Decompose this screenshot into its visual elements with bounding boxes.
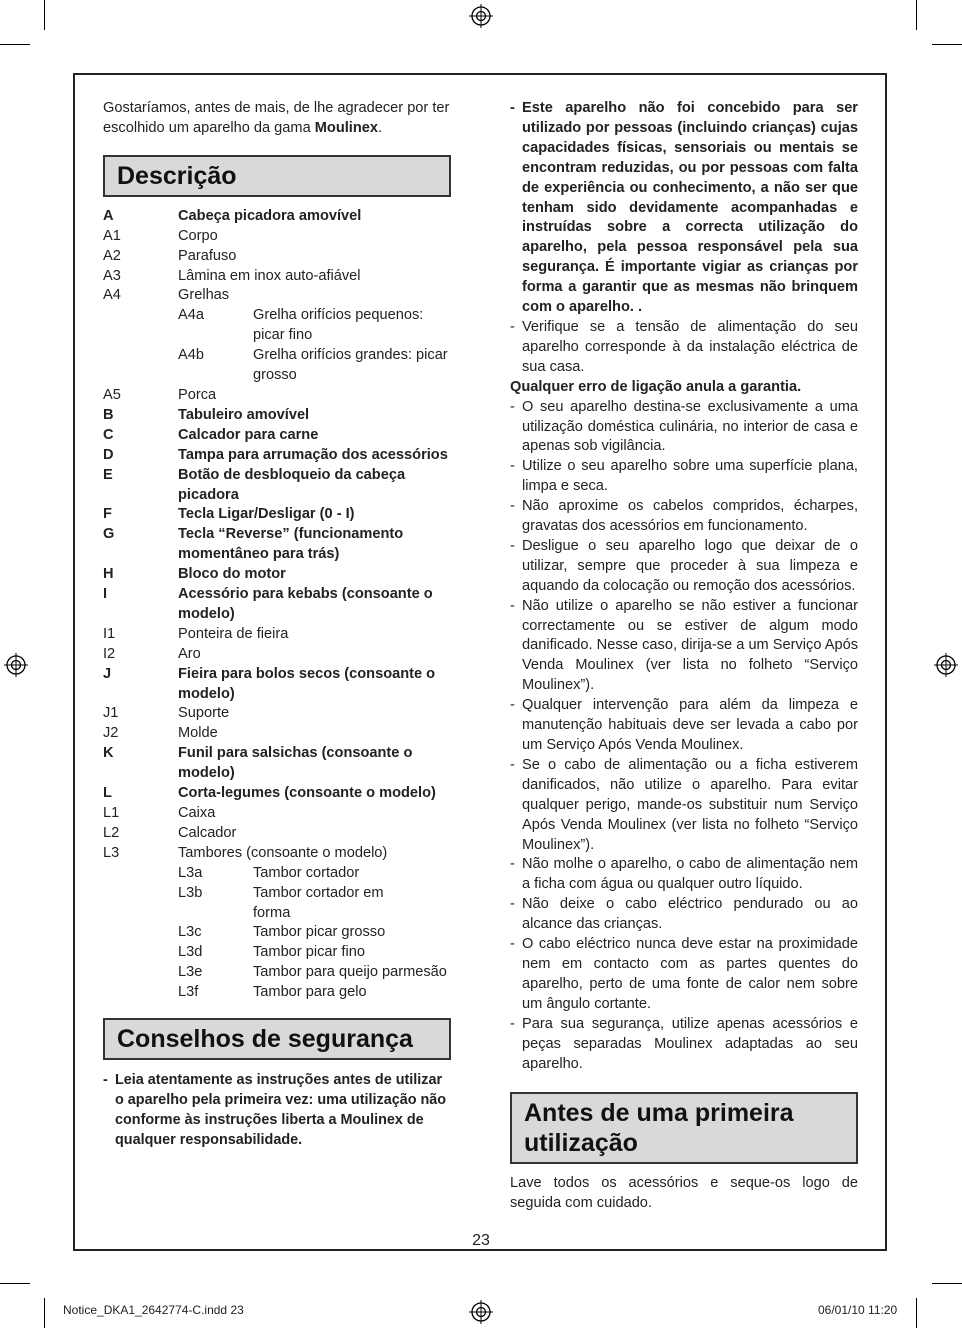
left-safety-item <box>103 1071 453 1151</box>
part-label: Suporte <box>178 705 230 722</box>
safety-item-text: O seu aparelho destina-se exclusivamente a uma utilização doméstica culinária, no interior de casa e apenas sob vigilância. <box>522 398 858 455</box>
part-code: D <box>103 446 114 463</box>
bullet-dash: - <box>103 1072 108 1089</box>
parts-row <box>103 207 453 227</box>
part-label: Corta-legumes (consoante o modelo) <box>178 785 436 802</box>
part-label: Ponteira de fieira <box>178 625 289 642</box>
part-code: I <box>103 586 108 603</box>
section-title-descricao: Descrição <box>103 155 451 197</box>
warranty-note: Qualquer erro de ligação anula a garantia. <box>510 378 802 395</box>
parts-row <box>103 864 453 884</box>
part-code: E <box>103 466 113 483</box>
parts-row <box>103 286 453 306</box>
part-label: Porca <box>178 386 217 403</box>
parts-row <box>103 585 453 625</box>
part-label: Tambor para queijo parmesão <box>253 964 447 981</box>
part-code <box>103 884 178 924</box>
parts-row <box>103 844 453 864</box>
safety-item-bold-text: Este aparelho não foi concebido para ser utilizado por pessoas (incluindo crianças) cujas capacidades físicas, sensoriais ou mentais se encontram reduzidas, ou por pessoas com falta de experiência ou conhecimento, a não ser que tenham sido devidamente acompanhadas e instruídas sobre a correcta utilização do aparelho, pela pessoa responsável pela sua segurança. É importante vigiar as crianças por forma a garantir que as mesmas não brinquem com o aparelho. . <box>522 100 858 316</box>
safety-item-voltage <box>510 318 858 378</box>
intro-paragraph <box>103 99 453 139</box>
part-subcode: L3b <box>178 884 203 901</box>
part-code: L3 <box>103 844 120 861</box>
safety-item <box>510 497 858 537</box>
parts-row <box>103 267 453 287</box>
bullet-dash: - <box>510 856 515 873</box>
crop-mark <box>44 0 45 30</box>
crop-mark <box>916 0 917 30</box>
safety-item <box>510 398 858 458</box>
safety-item-text: Não utilize o aparelho se não estiver a funcionar correctamente ou se estiver de algum modo danificado. Nesse caso, dirija-se a um Serviço Após Venda Moulinex (ver lista no folheto “Serviço Moulinex”). <box>522 597 858 694</box>
part-label: Caixa <box>178 805 216 821</box>
antes-paragraph: Lave todos os acessórios e seque-os logo de seguida com cuidado. <box>510 1175 858 1212</box>
parts-row <box>103 804 453 824</box>
part-label: Aro <box>178 645 201 662</box>
part-code <box>103 983 178 1003</box>
part-label: Molde <box>178 725 218 742</box>
part-code: L <box>103 785 112 802</box>
part-label: Calcador <box>178 824 237 841</box>
part-code: L2 <box>103 824 120 841</box>
parts-row <box>103 227 453 247</box>
part-code: A <box>103 207 114 224</box>
part-code: J1 <box>103 705 119 722</box>
part-label: Bloco do motor <box>178 566 286 583</box>
part-label: Tambores (consoante o modelo) <box>178 844 388 861</box>
part-subcode: A4b <box>178 347 204 364</box>
footer-file-info: Notice_DKA1_2642774-C.indd 23 <box>63 1303 244 1317</box>
part-code: J2 <box>103 725 119 742</box>
crop-mark <box>0 44 30 45</box>
parts-row <box>103 724 453 744</box>
part-code <box>103 346 178 386</box>
safety-item-text: Não molhe o aparelho, o cabo de alimentação nem a ficha com água ou qualquer outro líquido. <box>522 856 858 893</box>
safety-item <box>510 597 858 697</box>
parts-row <box>103 744 453 784</box>
crop-mark <box>932 44 962 45</box>
safety-item <box>510 1015 858 1075</box>
part-label: Tambor picar grosso <box>253 924 386 941</box>
part-code: B <box>103 406 114 423</box>
part-label: Funil para salsichas (consoante o modelo) <box>178 745 413 782</box>
safety-item-text: Desligue o seu aparelho logo que deixar de o utilizar, sempre que proceder à sua limpeza e aquando da colocação ou remoção dos acessórios. <box>522 537 858 594</box>
parts-row <box>103 247 453 267</box>
parts-row <box>103 386 453 406</box>
intro-text: Gostaríamos, antes de mais, de lhe agradecer por ter escolhido um aparelho da gama <box>103 100 450 136</box>
part-code <box>103 943 178 963</box>
page-number: 23 <box>472 1232 490 1249</box>
parts-row <box>103 884 453 924</box>
parts-row <box>103 645 453 665</box>
part-code: H <box>103 566 114 583</box>
bullet-dash: - <box>510 398 515 415</box>
parts-row <box>103 983 453 1003</box>
bullet-dash: - <box>510 100 515 116</box>
safety-list <box>510 398 858 1075</box>
part-code: J <box>103 665 112 682</box>
registration-mark-icon <box>934 653 958 677</box>
safety-item-voltage-text: Verifique se a tensão de alimentação do seu aparelho corresponde à da instalação eléctrica de sua casa. <box>522 318 858 375</box>
intro-brand: Moulinex <box>314 119 378 136</box>
safety-item-text: O cabo eléctrico nunca deve estar na proximidade nem em contacto com as partes quentes do aparelho, perto de uma fonte de calor nem sobre um ângulo cortante. <box>522 936 858 1012</box>
part-subcode: L3a <box>178 864 203 881</box>
part-code: L1 <box>103 805 120 821</box>
parts-row <box>103 426 453 446</box>
safety-item-text: Não deixe o cabo eléctrico pendurado ou ao alcance das crianças. <box>522 896 858 933</box>
part-code: I1 <box>103 625 116 642</box>
part-subcode: A4a <box>178 307 204 324</box>
bullet-dash: - <box>510 597 515 614</box>
safety-item-text: Utilize o seu aparelho sobre uma superfície plana, limpa e seca. <box>522 458 858 495</box>
safety-item-bold <box>510 99 858 318</box>
part-code <box>103 306 178 346</box>
safety-item-text: Qualquer intervenção para além da limpeza e manutenção habituais deve ser levada a cabo por um Serviço Após Venda Moulinex. <box>522 697 858 753</box>
part-subcode: L3c <box>178 924 202 941</box>
part-label: Lâmina em inox auto-afiável <box>178 267 361 284</box>
footer-date: 06/01/10 11:20 <box>818 1303 898 1317</box>
bullet-dash: - <box>510 896 515 913</box>
parts-row <box>103 346 453 386</box>
part-code: A3 <box>103 267 121 284</box>
safety-item-text: Para sua segurança, utilize apenas acessórios e peças separadas Moulinex adaptadas ao seu aparelho. <box>522 1015 858 1072</box>
part-subcode: L3f <box>178 984 199 1001</box>
safety-item <box>510 855 858 895</box>
part-label: Grelha orifícios pequenos: picar fino <box>253 307 424 344</box>
part-label: Tambor picar fino <box>253 944 365 961</box>
crop-mark <box>0 1283 30 1284</box>
part-label: Tambor cortador em forma <box>253 884 384 921</box>
safety-item-text: Se o cabo de alimentação ou a ficha estiverem danificados, não utilize o aparelho. Para evitar qualquer perigo, mande-os substituir num Serviço Após Venda Moulinex (ver lista no folheto “Serviço Moulinex”). <box>522 756 858 853</box>
part-code: G <box>103 526 115 543</box>
safety-item <box>510 935 858 1015</box>
parts-row <box>103 923 453 943</box>
parts-row <box>103 943 453 963</box>
safety-item <box>510 895 858 935</box>
parts-row <box>103 704 453 724</box>
part-code: F <box>103 506 112 523</box>
part-label: Botão de desbloqueio da cabeça picadora <box>178 466 406 503</box>
bullet-dash: - <box>510 318 515 335</box>
safety-item <box>510 756 858 856</box>
part-label: Corpo <box>178 227 218 244</box>
parts-row <box>103 306 453 346</box>
parts-row <box>103 963 453 983</box>
parts-row <box>103 824 453 844</box>
part-label: Tambor para gelo <box>253 984 367 1001</box>
parts-row <box>103 565 453 585</box>
parts-row <box>103 665 453 705</box>
left-safety-text: Leia atentamente as instruções antes de utilizar o aparelho pela primeira vez: uma utilização não conforme às instruções liberta a Moulinex de qualquer responsabilidade. <box>115 1072 447 1148</box>
parts-row <box>103 466 453 506</box>
part-label: Parafuso <box>178 247 237 264</box>
part-subcode: L3e <box>178 964 203 981</box>
parts-row <box>103 406 453 426</box>
bullet-dash: - <box>510 697 515 714</box>
registration-mark-icon <box>469 4 493 28</box>
bullet-dash: - <box>510 537 515 554</box>
parts-row <box>103 784 453 804</box>
part-label: Tabuleiro amovível <box>178 406 310 423</box>
section-title-antes: Antes de uma primeira utilização <box>510 1092 858 1164</box>
part-label: Acessório para kebabs (consoante o modelo) <box>178 586 433 622</box>
intro-end: . <box>378 119 383 136</box>
part-label: Fieira para bolos secos (consoante o modelo) <box>178 665 436 702</box>
part-code: K <box>103 745 114 762</box>
bullet-dash: - <box>510 756 515 773</box>
part-label: Cabeça picadora amovível <box>178 207 362 224</box>
parts-row <box>103 505 453 525</box>
part-label: Tampa para arrumação dos acessórios <box>178 446 448 463</box>
parts-list <box>103 207 453 1003</box>
part-code <box>103 963 178 983</box>
part-subcode: L3d <box>178 944 203 961</box>
part-code <box>103 923 178 943</box>
part-code <box>103 864 178 884</box>
part-label: Grelha orifícios grandes: picar grosso <box>253 347 448 384</box>
parts-row <box>103 625 453 645</box>
part-code: C <box>103 426 114 443</box>
part-label: Calcador para carne <box>178 426 319 443</box>
part-label: Tecla Ligar/Desligar (0 - I) <box>178 506 355 523</box>
part-label: Grelhas <box>178 287 230 304</box>
crop-mark <box>916 1298 917 1328</box>
part-label: Tecla “Reverse” (funcionamento momentâneo para trás) <box>178 526 404 563</box>
bullet-dash: - <box>510 1015 515 1032</box>
safety-item <box>510 696 858 756</box>
bullet-dash: - <box>510 498 515 515</box>
crop-mark <box>44 1298 45 1328</box>
crop-mark <box>932 1283 962 1284</box>
safety-item <box>510 457 858 497</box>
parts-row <box>103 525 453 565</box>
part-code: A5 <box>103 386 121 403</box>
parts-row <box>103 446 453 466</box>
safety-item <box>510 537 858 597</box>
left-column <box>103 99 453 1151</box>
registration-mark-icon <box>4 653 28 677</box>
part-label: Tambor cortador <box>253 864 360 881</box>
bullet-dash: - <box>510 936 515 953</box>
bullet-dash: - <box>510 458 515 475</box>
part-code: A4 <box>103 287 121 304</box>
part-code: I2 <box>103 645 116 662</box>
safety-item-text: Não aproxime os cabelos compridos, écharpes, gravatas dos acessórios em funcionamento. <box>522 498 858 535</box>
section-title-conselhos: Conselhos de segurança <box>103 1018 451 1060</box>
part-code: A1 <box>103 227 121 244</box>
right-column <box>510 99 858 1214</box>
registration-mark-icon <box>469 1300 493 1324</box>
part-code: A2 <box>103 247 121 264</box>
